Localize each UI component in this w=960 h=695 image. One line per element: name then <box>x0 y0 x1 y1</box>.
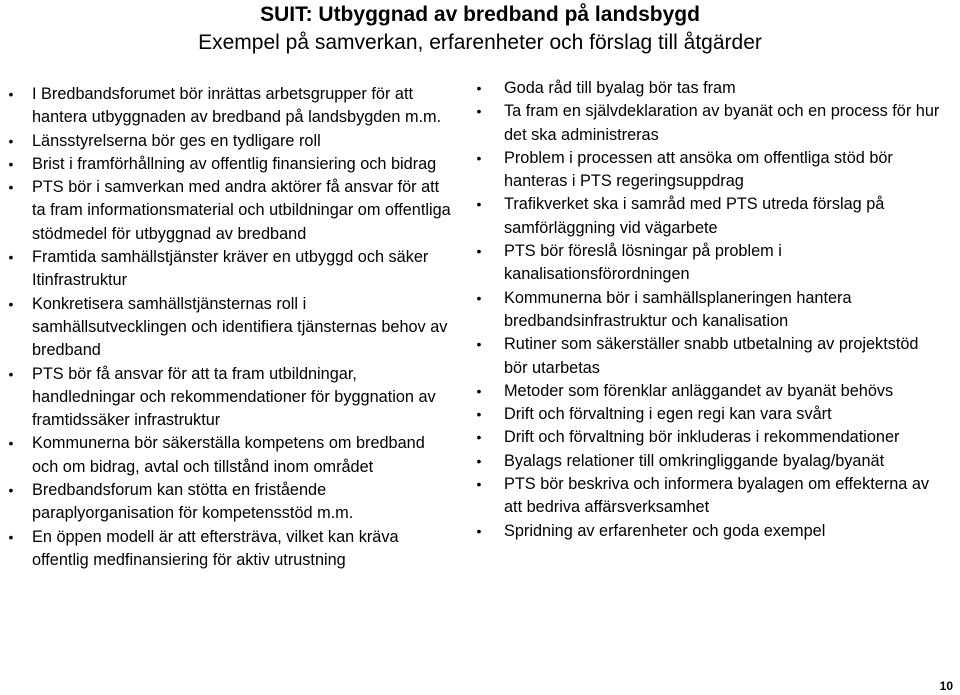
list-item-text: Konkretisera samhällstjänsternas roll i samhällsutvecklingen och identifiera tjänsternas behov av bredband <box>32 294 448 360</box>
list-item-text: Bredbandsforum kan stötta en fristående paraplyorganisation för kompetensstöd m.m. <box>32 481 354 523</box>
list-item <box>476 100 944 147</box>
list-item <box>476 333 944 380</box>
list-item <box>8 293 452 363</box>
list-item <box>476 450 944 473</box>
bullet-icon: • <box>476 243 482 260</box>
list-item <box>8 83 452 130</box>
bullet-icon: • <box>8 528 14 545</box>
list-item <box>8 526 452 573</box>
list-item-text: Kommunerna bör säkerställa kompetens om bredband och om bidrag, avtal och tillstånd inom området <box>32 434 425 476</box>
list-item-text: Spridning av erfarenheter och goda exempel <box>504 521 826 540</box>
list-item-text: Länsstyrelserna bör ges en tydligare roll <box>32 131 321 150</box>
bullet-icon: • <box>8 295 14 312</box>
list-item-text: Kommunerna bör i samhällsplaneringen hantera bredbandsinfrastruktur och kanalisation <box>504 288 852 330</box>
bullet-icon: • <box>8 249 14 266</box>
list-item <box>476 147 944 194</box>
right-bullet-list <box>476 77 944 543</box>
list-item <box>8 130 452 153</box>
list-item-text: I Bredbandsforumet bör inrättas arbetsgrupper för att hantera utbyggnaden av bredband på landsbygden m.m. <box>32 85 442 127</box>
left-bullet-list <box>8 83 452 572</box>
bullet-icon: • <box>8 435 14 452</box>
list-item-text: En öppen modell är att eftersträva, vilket kan kräva offentlig medfinansiering för aktiv utrustning <box>32 527 399 569</box>
list-item <box>476 193 944 240</box>
list-item-text: Byalags relationer till omkringliggande byalag/byanät <box>504 451 885 470</box>
bullet-icon: • <box>476 80 482 96</box>
bullet-icon: • <box>8 365 14 382</box>
bullet-icon: • <box>8 155 14 172</box>
list-item <box>8 246 452 293</box>
list-item-text: Problem i processen att ansöka om offentliga stöd bör hanteras i PTS regeringsuppdrag <box>504 148 893 191</box>
list-item-text: Goda råd till byalag bör tas fram <box>504 79 736 97</box>
list-item-text: Rutiner som säkerställer snabb utbetalning av projektstöd bör utarbetas <box>504 335 919 377</box>
bullet-icon: • <box>476 522 482 539</box>
bullet-icon: • <box>8 179 14 196</box>
list-item-text: Brist i framförhållning av offentlig finansiering och bidrag <box>32 154 437 173</box>
list-item-text: PTS bör få ansvar för att ta fram utbildningar, handledningar och rekommendationer för byggnation av framtidssäker infrastruktur <box>32 364 436 430</box>
list-item <box>476 380 944 403</box>
list-item <box>8 153 452 176</box>
bullet-icon: • <box>476 452 482 469</box>
list-item <box>8 363 452 433</box>
list-item-text: Trafikverket ska i samråd med PTS utreda förslag på samförläggning vid vägarbete <box>504 195 885 237</box>
list-item <box>8 432 452 479</box>
list-item-text: Ta fram en självdeklaration av byanät och en process för hur det ska administreras <box>504 102 940 144</box>
list-item-text: Drift och förvaltning i egen regi kan vara svårt <box>504 405 832 424</box>
list-item <box>8 479 452 526</box>
bullet-icon: • <box>476 476 482 493</box>
bullet-icon: • <box>8 86 14 102</box>
list-item-text: Drift och förvaltning bör inkluderas i rekommendationer <box>504 428 900 447</box>
bullet-icon: • <box>476 103 482 120</box>
bullet-icon: • <box>476 149 482 166</box>
bullet-icon: • <box>476 429 482 446</box>
page-number: 10 <box>939 679 953 693</box>
list-item <box>476 287 944 334</box>
list-item <box>476 473 944 520</box>
list-item <box>476 77 944 100</box>
list-item-text: PTS bör beskriva och informera byalagen om effekterna av att bedriva affärsverksamhet <box>504 475 930 517</box>
list-item <box>476 240 944 287</box>
bullet-icon: • <box>476 336 482 353</box>
bullet-icon: • <box>476 406 482 423</box>
slide-title: SUIT: Utbyggnad av bredband på landsbygd <box>260 3 700 26</box>
list-item <box>476 520 944 543</box>
bullet-icon: • <box>476 382 482 399</box>
bullet-icon: • <box>8 132 14 149</box>
list-item-text: PTS bör i samverkan med andra aktörer få ansvar för att ta fram informationsmaterial och utbildningar om offentliga stödmedel för utbyggnad av bredband <box>32 178 451 243</box>
list-item <box>476 426 944 449</box>
list-item <box>8 176 452 246</box>
list-item-text: Metoder som förenklar anläggandet av byanät behövs <box>504 381 894 400</box>
bullet-icon: • <box>476 196 482 213</box>
list-item-text: Framtida samhällstjänster kräver en utbyggd och säker Itinfrastruktur <box>32 248 429 290</box>
bullet-icon: • <box>8 482 14 499</box>
list-item-text: PTS bör föreslå lösningar på problem i kanalisationsförordningen <box>504 242 782 284</box>
bullet-icon: • <box>476 289 482 306</box>
slide-subtitle: Exempel på samverkan, erfarenheter och förslag till åtgärder <box>198 31 762 54</box>
list-item <box>476 403 944 426</box>
